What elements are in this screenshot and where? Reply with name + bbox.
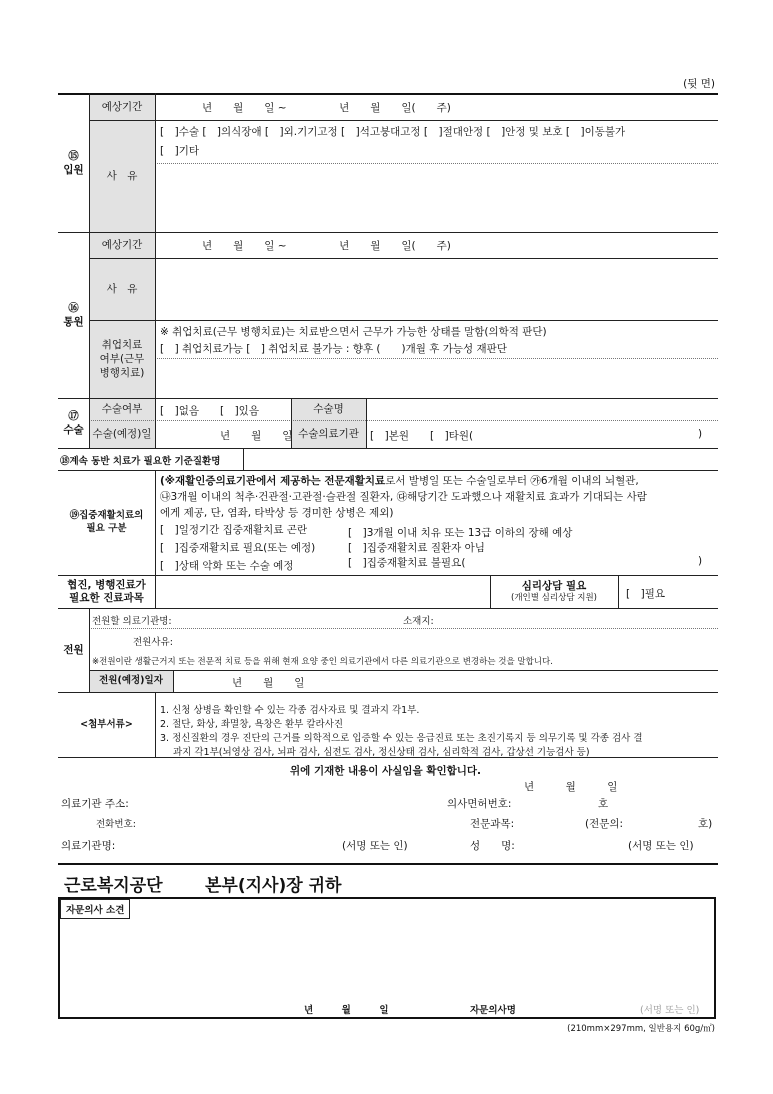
s16-label-text: 통원 — [63, 316, 84, 328]
psych-label — [490, 576, 618, 608]
s15-period-value[interactable]: 년 월 일 ~ 년 월 일( 주) — [202, 102, 451, 114]
attach-item1: 1. 신청 상병을 확인할 수 있는 각종 검사자료 및 결과지 각1부. — [160, 705, 420, 716]
confirm-address-label: 의료기관 주소: — [61, 798, 129, 810]
s15-period-label: 예상기간 — [101, 100, 143, 113]
confirm-sign2[interactable]: (서명 또는 인) — [628, 840, 694, 852]
s16-work-options[interactable]: [ ] 취업치료가능 [ ] 취업치료 불가능 : 향후 ( )개월 후 가능성 재판단 — [160, 343, 507, 355]
advisor-title: 자문의사 소견 — [60, 899, 130, 919]
s19-label: ⑲집중재활치료의 필요 구분 — [69, 510, 144, 534]
s16-work-label: 취업치료 여부(근무 병행치료) — [99, 338, 145, 380]
s16-period-value[interactable]: 년 월 일 ~ 년 월 일( 주) — [202, 240, 451, 252]
advisor-date[interactable]: 년 월 일 — [304, 1005, 389, 1016]
s17-label-num: ⑰ — [68, 409, 79, 422]
s19-opt4[interactable]: [ ]집중재활치료 질환자 아님 — [348, 542, 485, 554]
confirm-phone-label: 전화번호: — [96, 819, 136, 830]
s17-hospital-label: 수술의료기관 — [298, 427, 359, 440]
transfer-label: 전원 — [63, 644, 84, 657]
confirm-sign1[interactable]: (서명 또는 인) — [342, 840, 408, 852]
s15-reason-label: 사 유 — [106, 169, 138, 182]
recipient-to: 본부(지사)장 귀하 — [205, 876, 342, 896]
transfer-reason-label: 전원사유: — [133, 637, 173, 648]
attach-item3b: 과지 각1부(뇌영상 검사, 뇌파 검사, 심전도 검사, 정신상태 검사, 심리학적 검사, 갑상선 기능검사 등) — [173, 747, 590, 758]
s15-reason-line1[interactable]: [ ]수술 [ ]의식장애 [ ]외.기기고정 [ ]석고붕대고정 [ ]절대안정 [ ]안정 및 보호 [ ]이동불가 — [160, 126, 626, 138]
advisor-sign[interactable]: (서명 또는 인) — [640, 1005, 700, 1016]
s16-label-num: ⑯ — [68, 301, 79, 314]
psych-label-sub: (개인별 심리상담 지원) — [511, 593, 597, 604]
transfer-hospital-label: 전원할 의료기관명: — [92, 616, 172, 627]
advisor-name-label: 자문의사명 — [470, 1005, 516, 1016]
confirm-license-suffix: 호 — [598, 798, 609, 810]
transfer-date-label: 전원(예정)일자 — [99, 675, 163, 687]
attach-label: <첨부서류> — [80, 718, 133, 730]
s17-surgery-options[interactable]: [ ]없음 [ ]있음 — [160, 405, 259, 417]
s17-surgery-label: 수술여부 — [101, 402, 143, 415]
confirm-statement: 위에 기재한 내용이 사실임을 확인합니다. — [290, 765, 482, 777]
s17-name-label: 수술명 — [313, 402, 344, 415]
s17-date-value[interactable]: 년 월 일 — [220, 430, 293, 442]
confirm-hospital-name-label: 의료기관명: — [61, 840, 116, 852]
s15-label-num: ⑮ — [68, 149, 79, 162]
s15-reason-line2[interactable]: [ ]기타 — [160, 145, 199, 157]
s19-opt6-close: ) — [698, 555, 703, 567]
s19-opt6[interactable]: [ ]집중재활치료 불필요( — [348, 557, 466, 569]
s15-label-text: 입원 — [63, 164, 84, 176]
transfer-note: ※전원이란 생활근거지 또는 전문적 치료 등을 위해 현재 요양 중인 의료기관에서 다른 의료기관으로 변경하는 것을 말합니다. — [92, 657, 553, 667]
confirm-specialist-suffix: 호) — [698, 818, 713, 830]
confirm-license-label: 의사면허번호: — [447, 798, 512, 810]
s17-label-text: 수술 — [63, 424, 84, 436]
s18-label: ⑱계속 동반 치료가 필요한 기준질환명 — [60, 456, 221, 467]
s19-desc-bold: (※재활인증의료기관에서 제공하는 전문재활치료 — [160, 475, 386, 487]
s19-opt5[interactable]: [ ]상태 악화 또는 수술 예정 — [160, 560, 294, 572]
paper-spec: (210mm×297mm, 일반용지 60g/㎡) — [567, 1024, 715, 1034]
s19-desc-line2: ㉯3개월 이내의 척추·건관절·고관절·슬관절 질환자, ㉰해당기간 도과했으나 재활치료 효과가 기대되는 사람 — [160, 491, 647, 503]
page-side-label: (뒷 면) — [683, 78, 715, 90]
s19-opt3[interactable]: [ ]집중재활치료 필요(또는 예정) — [160, 542, 316, 554]
s17-hospital-close: ) — [698, 428, 703, 440]
s16-period-label: 예상기간 — [101, 238, 143, 251]
s19-desc-rest1: 로서 발병일 또는 수술일로부터 ㉮6개월 이내의 뇌혈관, — [385, 475, 639, 487]
psych-option[interactable]: [ ]필요 — [626, 588, 665, 600]
s17-label — [58, 398, 89, 448]
s17-hospital-options[interactable]: [ ]본원 [ ]타원( — [370, 430, 474, 442]
confirm-specialty-label: 전문과목: — [470, 818, 515, 830]
recipient-org: 근로복지공단 — [64, 876, 163, 896]
s19-desc-line1 — [160, 473, 639, 488]
advisor-box[interactable] — [58, 897, 716, 1019]
attach-item3a: 3. 정신질환의 경우 진단의 근거를 의학적으로 입증할 수 있는 응급진료 또는 초진기록지 등 의무기록 및 각종 검사 결 — [160, 733, 643, 744]
psych-label-text: 심리상담 필요 — [521, 580, 587, 593]
s19-desc-line3: 에게 제공, 단, 염좌, 타박상 등 경미한 상병은 제외) — [160, 507, 394, 519]
s16-work-note: ※ 취업치료(근무 병행치료)는 치료받으면서 근무가 가능한 상태를 말함(의학적 판단) — [160, 326, 547, 338]
attach-item2: 2. 절단, 화상, 좌멸창, 욕창은 환부 칼라사진 — [160, 719, 344, 730]
s16-label — [58, 232, 89, 398]
s16-reason-label: 사 유 — [106, 282, 138, 295]
s19-opt2[interactable]: [ ]3개월 이내 치유 또는 13급 이하의 장해 예상 — [348, 527, 573, 539]
s17-date-label: 수술(예정)일 — [92, 427, 152, 440]
transfer-location-label: 소재지: — [403, 616, 434, 627]
coop-label: 협진, 병행진료가 필요한 진료과목 — [67, 578, 146, 604]
confirm-specialist-label: (전문의: — [585, 818, 624, 830]
confirm-date[interactable]: 년 월 일 — [524, 781, 618, 793]
s19-opt1[interactable]: [ ]일정기간 집중재활치료 곤란 — [160, 524, 308, 536]
confirm-doctor-label: 성 명: — [470, 840, 515, 852]
transfer-date-value[interactable]: 년 월 일 — [232, 677, 305, 689]
s15-label — [58, 94, 89, 232]
